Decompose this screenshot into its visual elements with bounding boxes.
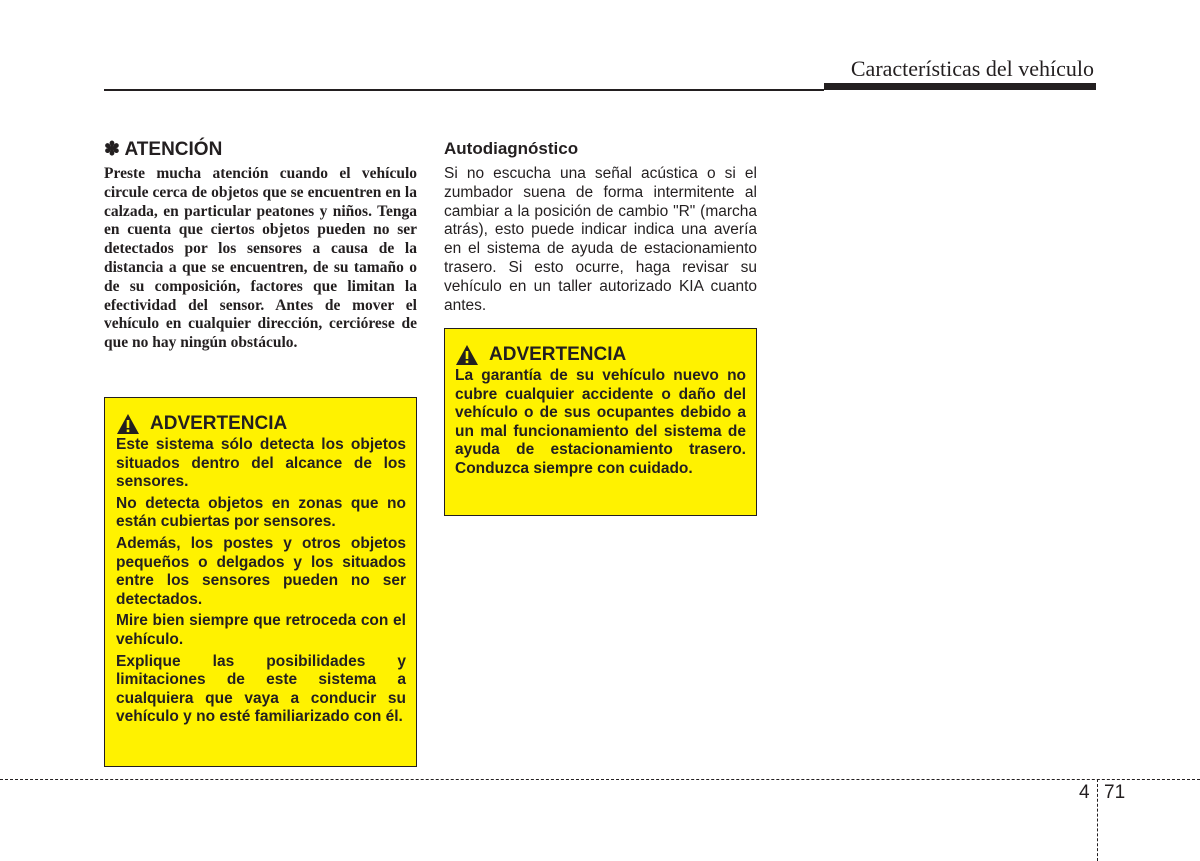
warning-box-right [444,328,757,516]
self-diagnosis-body: Si no escucha una señal acústica o si el zumbador suena de forma intermitente al cambiar a la posición de cambio "R" (marcha atrás), esto puede indicar indica una avería en el sistema de ayuda de estacionamiento trasero. Si esto ocurre, haga revisar su vehículo en un taller autorizado KIA cuanto antes. [444,165,757,314]
footer-dashed-rule [0,779,1200,780]
self-diagnosis-heading: Autodiagnóstico [444,139,579,158]
attention-heading: ✽ ATENCIÓN [104,139,223,160]
attention-section [104,138,417,353]
warning-box-left [104,397,417,767]
warning-paragraph: No detecta objetos en zonas que no están cubiertas por sensores. [116,494,406,531]
page-number: 71 [1104,782,1126,803]
header-rule-thin [104,89,824,91]
chapter-number: 4 [1079,782,1090,803]
header-rule-thick [824,83,1096,90]
warning-paragraph: La garantía de su vehículo nuevo no cubre cualquier accidente o daño del vehículo o de sus ocupantes debido a un mal funcionamiento del sistema de ayuda de estacionamiento trasero. Conduzca siempre con cuidado. [455,367,746,477]
self-diagnosis-section [444,138,757,315]
warning-paragraph: Además, los postes y otros objetos pequeños o delgados y los situados entre los sensores pueden no ser detectados. [116,534,406,608]
warning-triangle-icon [455,344,479,366]
warning-title-row [455,343,746,367]
warning-title: ADVERTENCIA [489,344,627,365]
footer-vertical-rule [1097,779,1098,861]
warning-paragraph: Mire bien siempre que retroceda con el vehículo. [116,612,406,648]
warning-title-row [116,412,406,436]
warning-triangle-icon [116,413,140,435]
warning-title: ADVERTENCIA [150,413,288,434]
attention-body: Preste mucha atención cuando el vehículo circule cerca de objetos que se encuentren en la calzada, en particular peatones y niños. Tenga en cuenta que ciertos objetos pueden no ser detectados por los sensores a causa de la distancia a que se encuentren, de su tamaño o de su composición, factores que limitan la efectividad del sensor. Antes de mover el vehículo en cualquier dirección, cerciórese de que no hay ningún obstáculo. [104,165,417,352]
warning-paragraph: Este sistema sólo detecta los objetos situados dentro del alcance de los sensores. [116,436,406,491]
warning-paragraph: Explique las posibilidades y limitaciones de este sistema a cualquiera que vaya a conducir su vehículo y no esté familiarizado con él. [116,652,406,726]
page-header-title: Características del vehículo [850,56,1094,81]
